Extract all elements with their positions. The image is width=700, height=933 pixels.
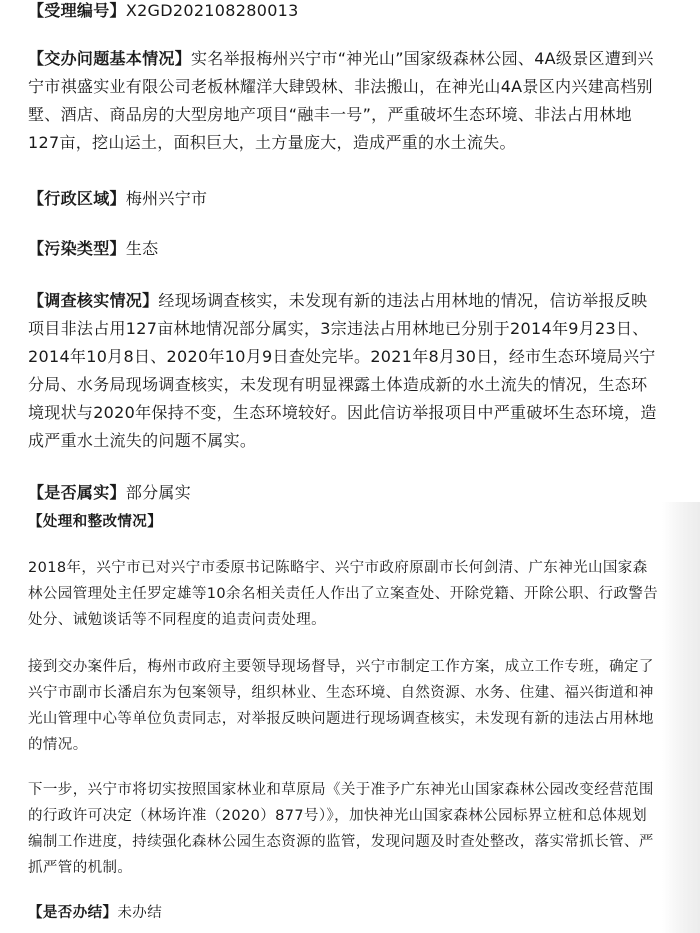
is-true-label: 【是否属实】 xyxy=(28,483,126,502)
region-row xyxy=(28,185,660,213)
is-true-row xyxy=(28,479,660,507)
handling-paragraph-3: 下一步，兴宁市将切实按照国家林业和草原局《关于准予广东神光山国家森林公园改变经营范围的行政许可决定（林场许准（2020）877号）》，加快神光山国家森林公园标界立桩和总体规划编制工作进度，持续强化森林公园生态资源的监管，发现问题及时查处整改，落实常抓长管、严抓严管的机制。 xyxy=(28,782,654,876)
is-closed-row xyxy=(28,900,660,926)
is-true-value: 部分属实 xyxy=(125,483,192,502)
handling-paragraph-1: 2018年，兴宁市已对兴宁市委原书记陈略宇、兴宁市政府原副市长何剑清、广东神光山国家森林公园管理处主任罗定雄等10余名相关责任人作出了立案查处、开除党籍、开除公职、行政警告处分、诫勉谈话等不同程度的追责问责处理。 xyxy=(28,560,659,628)
handling-heading: 【处理和整改情况】 xyxy=(28,514,163,530)
basic-info-row xyxy=(28,45,660,157)
investigation-row xyxy=(28,287,660,455)
basic-info-value: 实名举报梅州兴宁市“神光山”国家级森林公园、4A级景区遭到兴宁市祺盛实业有限公司老板林耀洋大肆毁林、非法搬山，在神光山4A景区内兴建高档别墅、酒店、商品房的大型房地产项目“融丰一号”，严重破坏生态环境、非法占用林地127亩，挖山运土，面积巨大，土方量庞大，造成严重的水土流失。 xyxy=(28,49,654,152)
case-number-label: 【受理编号】 xyxy=(28,1,126,20)
basic-info-label: 【交办问题基本情况】 xyxy=(28,49,192,68)
investigation-label: 【调查核实情况】 xyxy=(28,291,159,310)
case-number-row xyxy=(28,0,660,25)
is-closed-label: 【是否办结】 xyxy=(28,905,118,921)
is-closed-value: 未办结 xyxy=(117,905,163,921)
handling-paragraph-2: 接到交办案件后，梅州市政府主要领导现场督导，兴宁市制定工作方案，成立工作专班，确定了兴宁市副市长潘启东为包案领导，组织林业、生态环境、自然资源、水务、住建、福兴街道和神光山管理中心等单位负责同志，对举报反映问题进行现场调查核实，未发现有新的违法占用林地的情况。 xyxy=(28,659,654,753)
pollution-type-value: 生态 xyxy=(125,239,159,258)
region-label: 【行政区域】 xyxy=(28,189,126,208)
pollution-type-label: 【污染类型】 xyxy=(28,239,126,258)
investigation-value: 经现场调查核实，未发现有新的违法占用林地的情况，信访举报反映项目非法占用127亩林地情况部分属实，3宗违法占用林地已分别于2014年9月23日、2014年10月8日、2020年10月9日查处完毕。2021年8月30日，经市生态环境局兴宁分局、水务局现场调查核实，未发现有明显裸露土体造成新的水土流失的情况，生态环境现状与2020年保持不变，生态环境较好。因此信访举报项目中严重破坏生态环境，造成严重水土流失的问题不属实。 xyxy=(28,291,657,450)
pollution-type-row xyxy=(28,235,660,263)
region-value: 梅州兴宁市 xyxy=(125,189,208,208)
case-number-value: X2GD202108280013 xyxy=(125,1,299,20)
scroll-edge-shade xyxy=(662,502,700,933)
